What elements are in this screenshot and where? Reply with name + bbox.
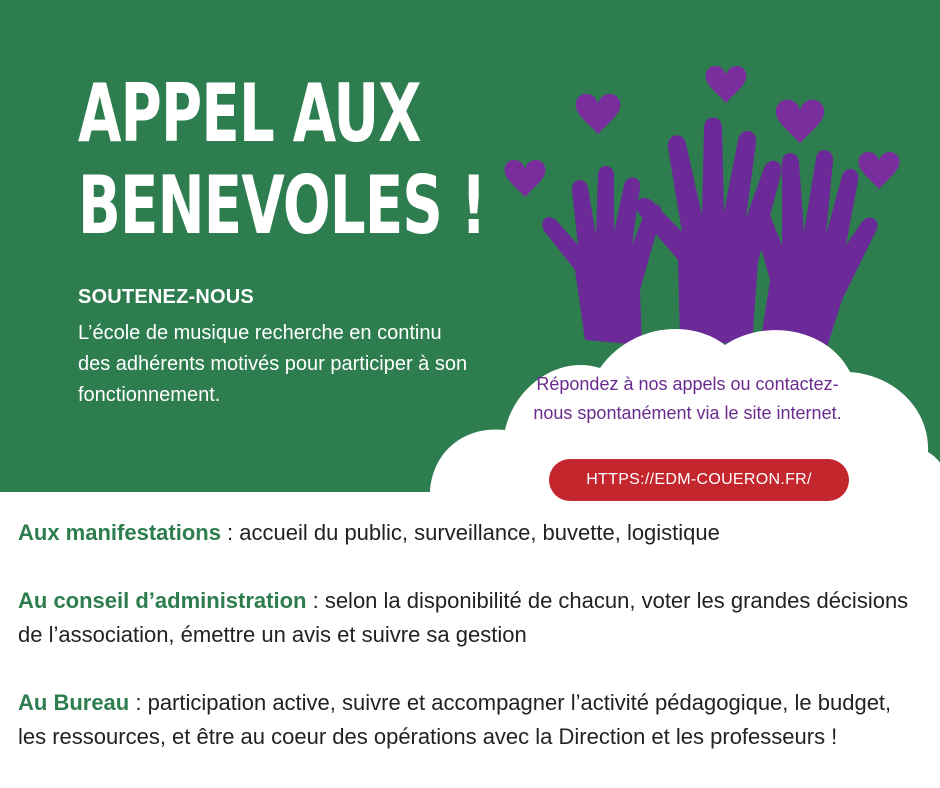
role-item (18, 686, 918, 754)
heart-icon (776, 100, 824, 144)
role-text: : accueil du public, surveillance, buvette, logistique (220, 520, 720, 545)
role-label: Au conseil d’administration (18, 588, 307, 613)
heart-icon (576, 94, 621, 135)
contact-text: Répondez à nos appels ou contactez-nous spontanément via le site internet. (533, 374, 842, 423)
heart-icon (706, 66, 747, 103)
role-text: : selon la disponibilité de chacun, voter les grandes décisions de l’association, émettre un avis et suivre sa gestion (18, 588, 909, 647)
role-label: Au Bureau (18, 690, 130, 715)
role-label: Aux manifestations (18, 520, 221, 545)
subtitle: SOUTENEZ-NOUS (78, 286, 254, 308)
heart-icon (505, 160, 546, 197)
role-item (18, 516, 918, 550)
role-item (18, 584, 918, 652)
heart-icon (859, 152, 900, 189)
intro-text: L’école de musique recherche en continu des adhérents motivés pour participer à son fonctionnement. (78, 322, 468, 406)
hand-left (542, 166, 661, 345)
roles-list (18, 516, 918, 754)
title-line-2: BENEVOLES ! (78, 159, 486, 252)
website-link-button[interactable]: HTTPS://EDM-COUERON.FR/ (549, 459, 849, 501)
raised-hands (542, 118, 877, 351)
title-line-1: APPEL AUX (78, 67, 421, 160)
role-text: : participation active, suivre et accompagner l’activité pédagogique, le budget, les ressources, et être au coeur des opérations avec la Direction et les professeurs ! (18, 690, 892, 749)
